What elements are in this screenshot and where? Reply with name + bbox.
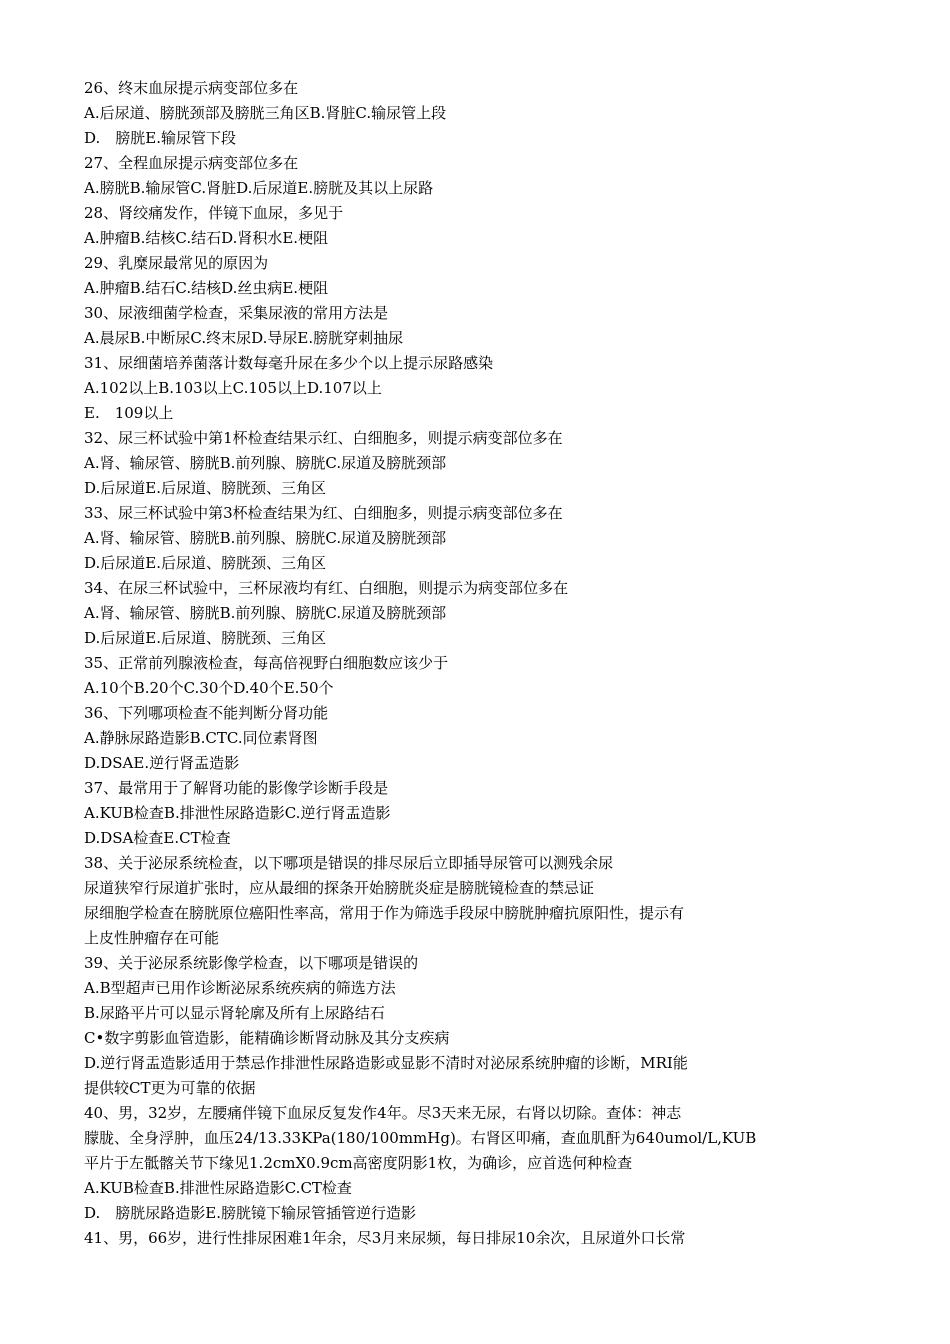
question-39-option-a: A.B型超声已用作诊断泌尿系统疾病的筛选方法 (84, 979, 396, 997)
question-36-options-line-2: D.DSAE.逆行肾盂造影 (84, 754, 240, 772)
question-37-options-line-2: D.DSA检查E.CT检查 (84, 829, 231, 847)
question-41-stem-line-1: 41、男，66岁，进行性排尿困难1年余，尽3月来尿频，每日排尿10余次，且尿道外口长常 (84, 1229, 686, 1247)
question-36-stem: 36、下列哪项检查不能判断分肾功能 (84, 704, 329, 722)
question-37-options-line-1: A.KUB检查B.排泄性尿路造影C.逆行肾盂造影 (84, 804, 391, 822)
question-40-options-line-2: D. 膀胱尿路造影E.膀胱镜下输尿管插管逆行造影 (84, 1204, 416, 1222)
document-page (84, 76, 784, 1251)
question-39-option-c: C•数字剪影血管造影，能精确诊断肾动脉及其分支疾病 (84, 1029, 450, 1047)
question-27-options: A.膀胱B.输尿管C.肾脏D.后尿道E.膀胱及其以上尿路 (84, 179, 434, 197)
question-33-options-line-2: D.后尿道E.后尿道、膀胱颈、三角区 (84, 554, 326, 572)
question-31-stem: 31、尿细菌培养菌落计数每毫升尿在多少个以上提示尿路感染 (84, 354, 494, 372)
question-34-options-line-2: D.后尿道E.后尿道、膀胱颈、三角区 (84, 629, 326, 647)
question-28-stem: 28、肾绞痛发作，伴镜下血尿，多见于 (84, 204, 344, 222)
question-27-stem: 27、全程血尿提示病变部位多在 (84, 154, 299, 172)
question-37-stem: 37、最常用于了解肾功能的影像学诊断手段是 (84, 779, 389, 797)
question-26-options-line-1: A.后尿道、膀胱颈部及膀胱三角区B.肾脏C.输尿管上段 (84, 104, 447, 122)
question-29-stem: 29、乳糜尿最常见的原因为 (84, 254, 269, 272)
question-38-body-line-2: 尿细胞学检查在膀胱原位癌阳性率高，常用于作为筛选手段尿中膀胱肿瘤抗原阳性，提示有 (84, 904, 685, 922)
question-32-options-line-2: D.后尿道E.后尿道、膀胱颈、三角区 (84, 479, 326, 497)
question-38-body-line-1: 尿道狭窄行尿道扩张时，应从最细的探条开始膀胱炎症是膀胱镜检查的禁忌证 (84, 879, 595, 897)
question-36-options-line-1: A.静脉尿路造影B.CTC.同位素肾图 (84, 729, 318, 747)
question-40-stem-line-3: 平片于左骶髂关节下缘见1.2cmX0.9cm高密度阴影1枚，为确诊，应首选何种检查 (84, 1154, 633, 1172)
question-39-option-d-line-1: D.逆行肾盂造影适用于禁忌作排泄性尿路造影或显影不清时对泌尿系统肿瘤的诊断，MRI能 (84, 1054, 688, 1072)
question-34-options-line-1: A.肾、输尿管、膀胱B.前列腺、膀胱C.尿道及膀胱颈部 (84, 604, 447, 622)
question-40-options-line-1: A.KUB检查B.排泄性尿路造影C.CT检查 (84, 1179, 352, 1197)
question-35-stem: 35、正常前列腺液检查，每高倍视野白细胞数应该少于 (84, 654, 449, 672)
question-32-options-line-1: A.肾、输尿管、膀胱B.前列腺、膀胱C.尿道及膀胱颈部 (84, 454, 447, 472)
question-31-options-line-1: A.102以上B.103以上C.105以上D.107以上 (84, 379, 382, 397)
question-33-options-line-1: A.肾、输尿管、膀胱B.前列腺、膀胱C.尿道及膀胱颈部 (84, 529, 447, 547)
question-38-body-line-3: 上皮性肿瘤存在可能 (84, 929, 220, 947)
question-38-stem: 38、关于泌尿系统检查，以下哪项是错误的排尽尿后立即插导尿管可以测残余尿 (84, 854, 614, 872)
question-28-options: A.肿瘤B.结核C.结石D.肾积水E.梗阻 (84, 229, 329, 247)
question-30-options: A.晨尿B.中断尿C.终末尿D.导尿E.膀胱穿刺抽尿 (84, 329, 404, 347)
question-29-options: A.肿瘤B.结石C.结核D.丝虫病E.梗阻 (84, 279, 329, 297)
question-40-stem-line-1: 40、男，32岁，左腰痛伴镜下血尿反复发作4年。尽3天来无尿，右肾以切除。查体：神志 (84, 1104, 682, 1122)
question-34-stem: 34、在尿三杯试验中，三杯尿液均有红、白细胞，则提示为病变部位多在 (84, 579, 569, 597)
question-33-stem: 33、尿三杯试验中第3杯检查结果为红、白细胞多，则提示病变部位多在 (84, 504, 563, 522)
question-35-options: A.10个B.20个C.30个D.40个E.50个 (84, 679, 334, 697)
question-26-stem: 26、终末血尿提示病变部位多在 (84, 79, 299, 97)
question-39-stem: 39、关于泌尿系统影像学检查，以下哪项是错误的 (84, 954, 419, 972)
question-39-option-d-line-2: 提供较CT更为可靠的依据 (84, 1079, 256, 1097)
question-26-options-line-2: D. 膀胱E.输尿管下段 (84, 129, 236, 147)
question-40-stem-line-2: 朦胧、全身浮肿，血压24/13.33KPa(180/100mmHg)。右肾区叩痛，查血肌酐为640umol/L,KUB (84, 1129, 757, 1147)
question-32-stem: 32、尿三杯试验中第1杯检查结果示红、白细胞多，则提示病变部位多在 (84, 429, 563, 447)
question-31-options-line-2: E. 109以上 (84, 404, 174, 422)
question-39-option-b: B.尿路平片可以显示肾轮廓及所有上尿路结石 (84, 1004, 385, 1022)
question-30-stem: 30、尿液细菌学检查，采集尿液的常用方法是 (84, 304, 389, 322)
